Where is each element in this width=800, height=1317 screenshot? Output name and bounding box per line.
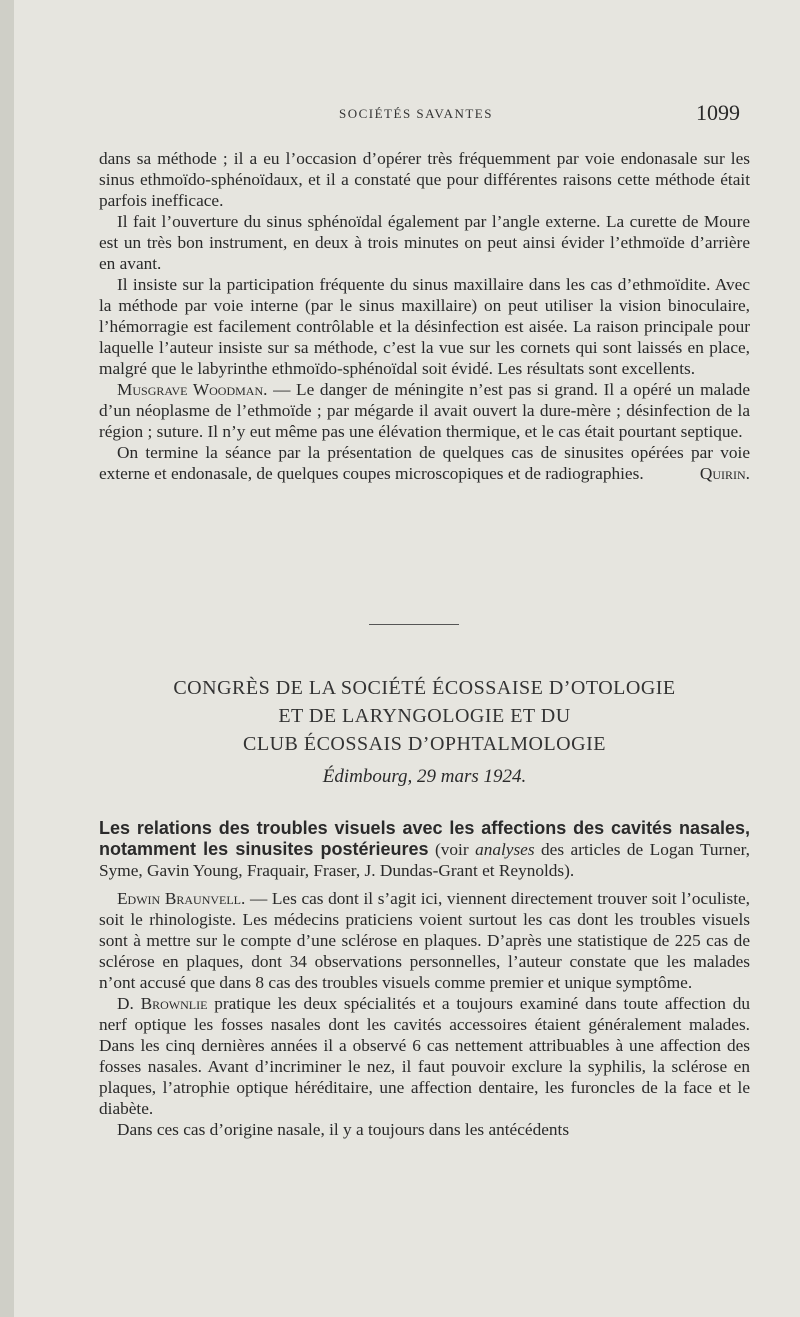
speaker-name: Musgrave Woodman. bbox=[117, 380, 268, 399]
paragraph-3: Il insiste sur la participation fréquente du sinus maxillaire dans les cas d’ethmoïdite. Avec la méthode par voie interne (par le sinus maxillaire) on peut utiliser la vision binoculaire, l’hémorragie est facilement contrôlable et la désinfection est aisée. La raison principale pour laquelle l’auteur insiste sur sa méthode, c’est la vue sur les cornets qui sont laissés en place, malgré que le labyrinthe ethmoïdo-sphénoïdal soit évidé. Les résultats sont excellents. bbox=[99, 275, 750, 378]
article-note-italic: analyses bbox=[475, 840, 535, 859]
running-title: SOCIÉTÉS SAVANTES bbox=[339, 106, 493, 121]
paragraph-7 bbox=[99, 993, 750, 1119]
paragraph-1: dans sa méthode ; il a eu l’occasion d’opérer très fréquemment par voie endonasale sur les sinus ethmoïdo-sphénoïdaux, et il a constaté que pour différentes raisons cette méthode était parfois inefficace. bbox=[99, 149, 750, 210]
congress-line-1: CONGRÈS DE LA SOCIÉTÉ ÉCOSSAISE D’OTOLOGIE bbox=[173, 677, 676, 699]
paragraph-5 bbox=[99, 442, 750, 484]
section-congress-report bbox=[99, 818, 750, 1140]
speaker-name: Edwin Braunvell. bbox=[117, 889, 246, 908]
page-number: 1099 bbox=[696, 100, 740, 125]
section-divider bbox=[369, 624, 459, 625]
paragraph-4 bbox=[99, 379, 750, 442]
paragraph-4-text: — Le danger de méningite n’est pas si grand. Il a opéré un malade d’un néoplasme de l’ethmoïde ; par mégarde il avait ouvert la dure-mère ; désinfection de la région ; suture. Il n’y eut même pas une élévation thermique, et le cas était pourtant septique. bbox=[99, 380, 750, 441]
paragraph-8: Dans ces cas d’origine nasale, il y a toujours dans les antécédents bbox=[117, 1120, 570, 1139]
article-heading bbox=[99, 818, 750, 881]
section-report-continued bbox=[99, 148, 750, 484]
page-header bbox=[14, 100, 800, 130]
paragraph-6-text: — Les cas dont il s’agit ici, viennent directement trouver soit l’oculiste, soit le rhinologiste. Les médecins praticiens voient surtout les cas dont les troubles visuels sont à mettre sur le compte d’une sclérose en plaques. D’après une statistique de 225 cas de sclérose en plaques, dont 34 observations personnelles, l’auteur constate que les malades n’ont accusé que dans 8 cas des troubles visuels comme premier et unique symptôme. bbox=[99, 889, 750, 992]
paragraph-2: Il fait l’ouverture du sinus sphénoïdal également par l’angle externe. La curette de Moure est un très bon instrument, en deux à trois minutes on peut ainsi évider l’ethmoïde d’arrière en avant. bbox=[99, 212, 750, 273]
article-note-post: des articles de Logan Turner, Syme, Gavin Young, Fraquair, Fraser, J. Dundas-Grant et Reynolds). bbox=[99, 840, 751, 880]
dateline: Édimbourg, 29 mars 1924. bbox=[322, 766, 527, 787]
congress-line-3: CLUB ÉCOSSAIS D’OPHTALMOLOGIE bbox=[243, 733, 606, 755]
page-edge bbox=[0, 0, 14, 1317]
article-note-pre: (voir bbox=[428, 840, 476, 859]
article-title: Les relations des troubles visuels avec les affections des cavités nasales, notamment les sinusites postérieures bbox=[99, 818, 750, 859]
paragraph-6 bbox=[99, 888, 750, 993]
congress-line-2: ET DE LARYNGOLOGIE ET DU bbox=[278, 705, 571, 727]
paragraph-7-text: pratique les deux spécialités et a toujours examiné dans toute affection du nerf optique les fosses nasales dont les cavités accessoires étaient généralement malades. Dans les cinq dernières années il a observé 6 cas nettement attribuables à une affection des fosses nasales. Avant d’incriminer le nez, il faut pouvoir exclure la syphilis, la sclérose en plaques, l’atrophie optique héréditaire, une affection dentaire, les furoncles de la face et le diabète. bbox=[99, 994, 751, 1118]
congress-heading bbox=[99, 674, 750, 758]
author-signature: Quirin. bbox=[699, 464, 750, 483]
paragraph-5-text: On termine la séance par la présentation de quelques cas de sinusites opérées par voie externe et endonasale, de quelques coupes microscopiques et de radiographies. bbox=[99, 443, 750, 483]
book-page bbox=[14, 0, 800, 1317]
speaker-name: D. Brownlie bbox=[117, 994, 208, 1013]
